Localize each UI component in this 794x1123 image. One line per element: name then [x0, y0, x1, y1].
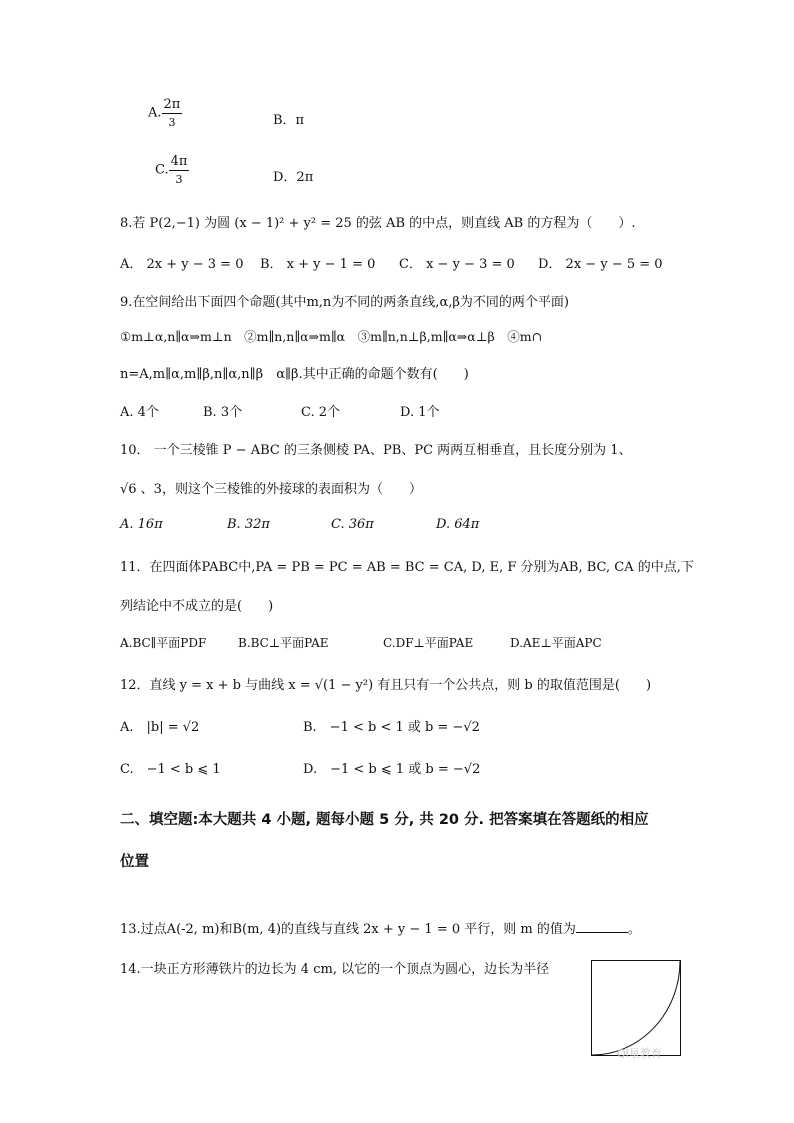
q10-option-d: D. 64π: [436, 517, 480, 532]
q11-option-a: A.BC∥平面PDF: [120, 636, 207, 650]
q8-option-c: C． x − y − 3 = 0: [399, 257, 515, 272]
q7-option-c: [155, 155, 189, 185]
q8-option-d: D． 2x − y − 5 = 0: [538, 257, 663, 272]
q11-option-b: B.BC⊥平面PAE: [238, 636, 329, 650]
q7-option-b: B．π: [273, 113, 305, 128]
q14-stem: 14.一块正方形薄铁片的边长为 4 cm, 以它的一个顶点为圆心，边长为半径: [120, 962, 550, 977]
q14-quarter-arc: [592, 961, 680, 1055]
watermark: QI星教育: [617, 1047, 662, 1060]
q9-propositions-line2: n=A,m∥α,m∥β,n∥α,n∥β α∥β.其中正确的命题个数有( ): [120, 367, 469, 382]
section-2-heading-line2: 位置: [120, 854, 149, 870]
q13-stem: 13.过点A(-2, m)和B(m, 4)的直线与直线 2x + y − 1 = 0 平行，则 m 的值为: [120, 922, 576, 937]
q12-option-c: C. −1 < b ⩽ 1: [120, 762, 221, 777]
q12-stem: 12．直线 y = x + b 与曲线 x = √(1 − y²) 有且只有一个公共点，则 b 的取值范围是( ): [120, 678, 652, 693]
q9-propositions-line1: ①m⊥α,n∥α⇒m⊥n ②m∥n,n∥α⇒m∥α ③m∥n,n⊥β,m∥α⇒α⊥β ④m∩: [120, 329, 543, 344]
q10-stem-line2: √6 、3，则这个三棱锥的外接球的表面积为（ ）: [120, 482, 422, 497]
q12-option-d: D. −1 < b ⩽ 1 或 b = −√2: [303, 762, 481, 777]
q14-figure-square: [591, 960, 681, 1056]
q12-option-b: B. −1 < b < 1 或 b = −√2: [303, 720, 480, 735]
q10-option-b: B. 32π: [227, 517, 270, 532]
q8-option-b: B． x + y − 1 = 0: [260, 257, 376, 272]
q7-option-c-fraction: $\frac{4\pi}{3}$: [170, 154, 188, 186]
q7-option-d: D．2π: [273, 170, 314, 185]
q9-option-b: B. 3个: [203, 405, 243, 420]
q9-option-a: A. 4个: [120, 405, 159, 420]
q11-option-c: C.DF⊥平面PAE: [383, 636, 474, 650]
q7-option-a: [148, 98, 182, 128]
q7-option-c-label: C.: [155, 162, 169, 178]
q10-option-a: A. 16π: [120, 517, 163, 532]
q10-option-c: C. 36π: [331, 517, 374, 532]
q13: [120, 918, 641, 937]
q7-option-a-label: A.: [148, 105, 162, 121]
q14-quarter-arc-figure: [592, 961, 680, 1055]
q9-option-d: D. 1个: [400, 405, 440, 420]
q12-option-a: A. |b| = √2: [120, 720, 200, 735]
q11-stem: 11．在四面体PABC中,PA = PB = PC = AB = BC = CA, D, E, F 分别为AB, BC, CA 的中点,下: [120, 560, 694, 575]
q10-stem: 10． 一个三棱锥 P − ABC 的三条侧棱 PA、PB、PC 两两互相垂直，且长度分别为 1、: [120, 443, 632, 458]
q11-stem-line2: 列结论中不成立的是( ): [120, 599, 274, 614]
q13-answer-blank: [576, 920, 628, 933]
q9-stem: 9.在空间给出下面四个命题(其中m,n为不同的两条直线,α,β为不同的两个平面): [120, 295, 569, 310]
q7-option-a-fraction: $\frac{2\pi}{3}$: [163, 97, 181, 129]
q11-option-d: D.AE⊥平面APC: [510, 636, 602, 650]
q9-option-c: C. 2个: [301, 405, 341, 420]
q8-option-a: A． 2x + y − 3 = 0: [120, 257, 244, 272]
q13-end: 。: [627, 922, 641, 937]
section-2-heading: 二、填空题:本大题共 4 小题, 题每小题 5 分, 共 20 分. 把答案填在答题纸的相应: [120, 812, 649, 828]
q8-stem: 8.若 P(2,−1) 为圆 (x − 1)² + y² = 25 的弦 AB 的中点，则直线 AB 的方程为（ ）.: [120, 216, 636, 231]
